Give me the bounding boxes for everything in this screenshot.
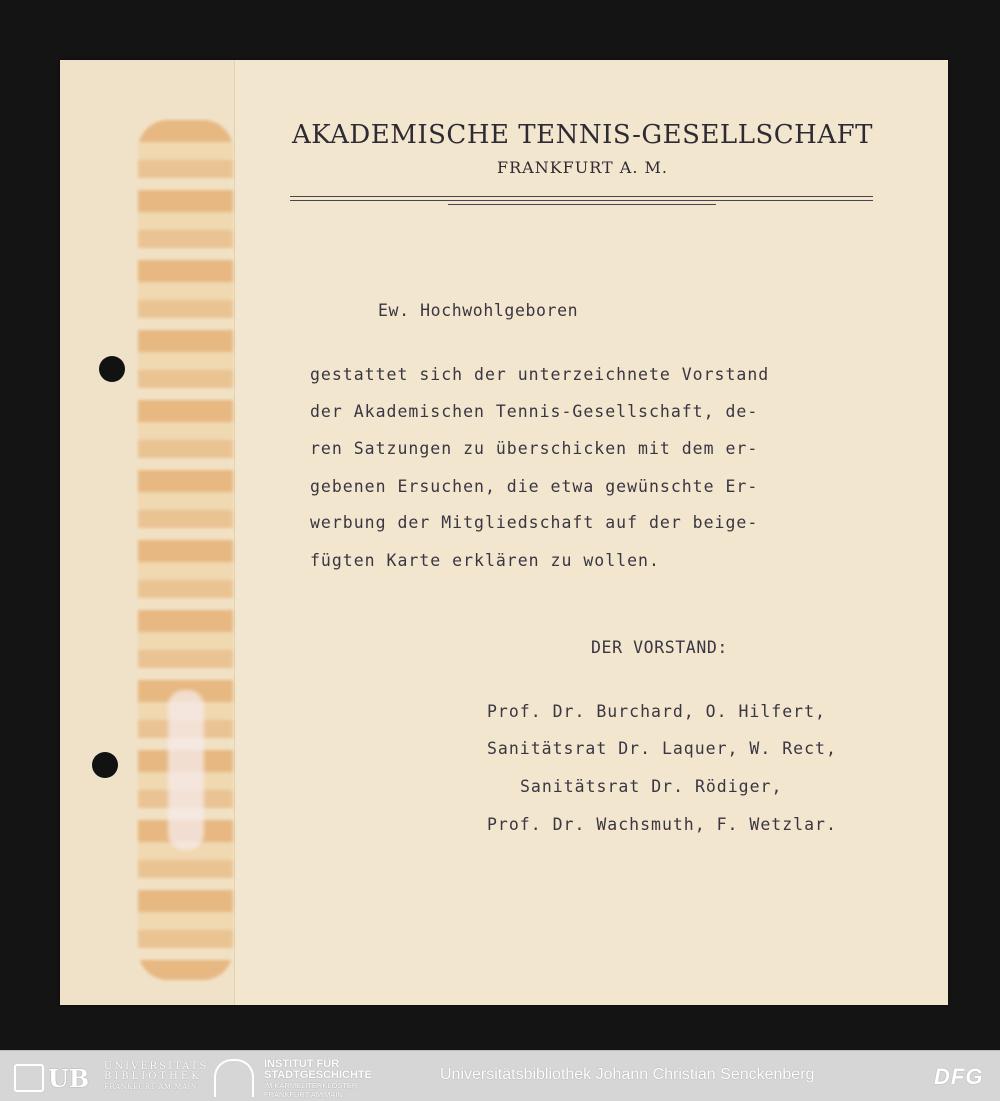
body-line: der Akademischen Tennis-Gesellschaft, de- <box>310 402 759 421</box>
ub-line: FRANKFURT AM MAIN <box>104 1083 198 1091</box>
body-line: werbung der Mitgliedschaft auf der beige- <box>310 513 759 532</box>
punch-hole-bottom <box>92 752 118 778</box>
arch-icon <box>214 1059 254 1097</box>
viewer-footer <box>0 1050 1000 1101</box>
ub-wordmark <box>104 1062 208 1092</box>
isg-line: INSTITUT FÜR <box>264 1058 340 1070</box>
isg-wordmark <box>264 1059 372 1099</box>
library-name-link[interactable]: Universitätsbibliothek Johann Christian Senckenberg <box>440 1066 815 1083</box>
letterhead-city: FRANKFURT A. M. <box>497 158 668 177</box>
letterhead-rule <box>290 196 873 197</box>
signatory-line: Prof. Dr. Wachsmuth, F. Wetzlar. <box>487 815 837 834</box>
isg-logo[interactable] <box>214 1059 404 1097</box>
tape-residue <box>168 690 204 850</box>
isg-line: FRANKFURT AM MAIN <box>264 1090 343 1099</box>
punch-hole-top <box>99 356 125 382</box>
isg-line: STADTGESCHICHTE <box>264 1069 372 1081</box>
dfg-logo[interactable]: DFG <box>934 1064 984 1089</box>
ub-line: BIBLIOTHEK <box>104 1071 202 1082</box>
body-line: gebenen Ersuchen, die etwa gewünschte Er- <box>310 477 759 496</box>
salutation: Ew. Hochwohlgeboren <box>378 301 579 320</box>
body-line: ren Satzungen zu überschicken mit dem er- <box>310 439 759 458</box>
signatory-line: Sanitätsrat Dr. Rödiger, <box>520 777 783 796</box>
ub-line: UNIVERSITÄTS <box>104 1061 209 1072</box>
isg-line: IM KARMELITERKLOSTER <box>264 1081 358 1090</box>
ub-logo[interactable] <box>8 1061 209 1094</box>
signatory-line: Sanitätsrat Dr. Laquer, W. Rect, <box>487 739 837 758</box>
letterhead-rule <box>290 200 873 201</box>
tape-stain <box>138 120 233 980</box>
signoff: DER VORSTAND: <box>591 638 728 657</box>
ub-mark: UB <box>48 1064 90 1093</box>
letterhead-title: AKADEMISCHE TENNIS-GESELLSCHAFT <box>291 120 873 150</box>
body-line: gestattet sich der unterzeichnete Vorstand <box>310 365 770 384</box>
signatory-line: Prof. Dr. Burchard, O. Hilfert, <box>487 702 826 721</box>
body-line: fügten Karte erklären zu wollen. <box>310 551 660 570</box>
letterhead-rule-short <box>448 204 716 205</box>
